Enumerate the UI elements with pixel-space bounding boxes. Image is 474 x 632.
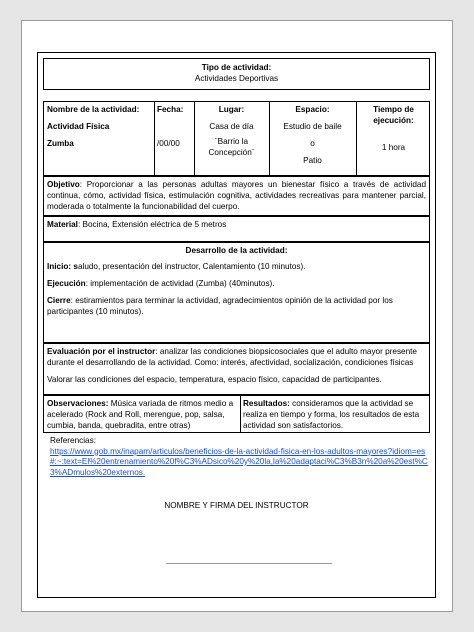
activity-name-line2: Zumba [47,139,74,148]
document-page [21,20,453,612]
signature-line [166,563,332,564]
place-line1: Casa de día [209,122,254,131]
development-close [47,295,426,317]
references-section [50,436,430,478]
evaluation-paragraph [47,346,426,368]
objective-box [43,176,430,216]
header-execution-time: Tiempo de ejecución: [373,105,414,125]
header-place: Lugar: [218,105,245,114]
header-space: Espacio: [295,105,330,114]
development-execution [47,278,426,289]
activity-type-value: Actividades Deportivas [194,74,279,83]
development-start [47,261,426,272]
page-border-frame [37,52,436,598]
activity-type-box [43,58,430,90]
material-text: : Bocina, Extensión eléctrica de 5 metros [77,220,227,229]
activity-type-label: Tipo de actividad: [201,63,272,72]
evaluation-box [43,343,430,395]
execution-label: Ejecución [47,279,86,288]
start-text: aludo, presentación del instructor, Calentamiento (10 minutos). [77,262,306,271]
objective-label: Objetivo [47,180,80,189]
reference-link[interactable]: https://www.gob.mx/inapam/articulos/beneficios-de-la-actividad-fisica-en-los-adultos-mayores?idiom=es#:~:text=El%20entrenamiento%20f%C3%ADsico%20y%20la,la%20adaptaci%C3%B3n%20a%20est%C3%ADmulos%20externos. [50,446,428,477]
time-column [356,102,431,155]
development-title: Desarrollo de la actividad: [185,246,288,255]
execution-time-value: 1 hora [381,143,406,152]
observations-cell [44,396,240,433]
space-line1: Estudio de baile [283,122,342,131]
signature-label: NOMBRE Y FIRMA DEL INSTRUCTOR [164,501,309,510]
evaluation-text: : analizar las condiciones biopsicosociales que el adulto mayor presente durante el desarrollando de la actividad. Como: interés, afectividad, socialización, condiciones físicas [47,347,417,367]
evaluation-text2: Valorar las condiciones del espacio, temperatura, espacio físico, capacidad de participantes. [47,375,382,384]
material-box [43,216,430,242]
place-line2: ¨Barrio la Concepción¨ [208,137,255,157]
observations-label: Observaciones: [47,399,109,408]
development-box [43,242,430,343]
space-column [269,102,356,168]
observations-results-box [43,395,430,433]
place-column [194,102,269,160]
date-column [154,102,194,151]
date-value: /00/00 [157,139,180,148]
results-label: Resultados: [243,399,290,408]
activity-info-table [43,101,430,176]
header-date: Fecha: [157,105,184,114]
space-line3: Patio [303,156,322,165]
space-line2: o [310,139,315,148]
close-text: : estiramientos para terminar la actividad, agradecimientos opinión de la actividad por los participantes (10 minutos). [47,296,393,316]
material-label: Material [47,220,78,229]
objective-text: : Proporcionar a las personas adultas mayores un bienestar físico a través de actividad continua, cómo, actividad física, estimulación cognitiva, actividades recreativas para mantener parcial, moderada o totalmente la funcionabilidad del cuerpo. [47,180,426,211]
header-activity-name: Nombre de la actividad: [47,105,140,114]
evaluation-label: Evaluación por el instructor [47,347,156,356]
results-cell [240,396,431,433]
observations-text: Música variada de ritmos medio a acelerado (Rock and Roll, merengue, pop, salsa, cumbia, banda, quebradita, entre otras) [47,399,234,430]
activity-name-line1: Actividad Física [47,122,110,131]
execution-text: : implementación de actividad (Zumba) (40minutos). [85,279,275,288]
start-s: s [71,262,78,271]
name-column [44,102,154,151]
references-label: Referencias: [50,436,96,445]
close-label: Cierre [47,296,71,305]
start-label: Inicio: [47,262,72,271]
results-text: consideramos que la actividad se realiza en tiempo y forma, los resultados de esta actividad son satisfactorios. [243,399,420,430]
